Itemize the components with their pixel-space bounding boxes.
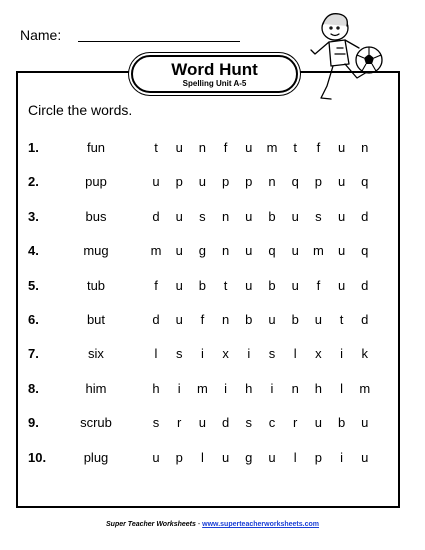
letter-cell: u bbox=[221, 449, 230, 465]
letter-cell: u bbox=[268, 312, 276, 327]
letter-cell: p bbox=[175, 449, 183, 465]
letter-cell: n bbox=[221, 243, 230, 259]
letter-cell: s bbox=[199, 208, 206, 224]
target-word: plug bbox=[83, 449, 109, 465]
letter-cell: u bbox=[152, 449, 160, 465]
row-number: 5. bbox=[28, 277, 39, 293]
name-line bbox=[78, 41, 240, 42]
letter-cell: u bbox=[337, 208, 346, 224]
title-pill bbox=[131, 55, 298, 93]
letter-cell: l bbox=[200, 449, 204, 465]
target-word: bus bbox=[85, 208, 107, 224]
letter-cell: u bbox=[198, 415, 206, 431]
letter-cell: b bbox=[198, 277, 206, 293]
letter-cell: d bbox=[361, 312, 369, 327]
letter-cell: x bbox=[315, 346, 322, 362]
worksheet-subtitle: Spelling Unit A-5 bbox=[182, 79, 247, 88]
letter-cell: p bbox=[175, 174, 183, 190]
letter-cell: t bbox=[154, 140, 158, 155]
letter-cell: n bbox=[291, 380, 299, 396]
letter-cell: i bbox=[177, 380, 181, 396]
letter-cell: h bbox=[314, 380, 322, 396]
letter-cell: m bbox=[312, 243, 324, 259]
footer-separator: - bbox=[197, 521, 201, 528]
letter-cell: l bbox=[293, 346, 297, 362]
letter-cell: d bbox=[221, 415, 230, 431]
letter-cell: u bbox=[245, 277, 253, 293]
letter-cell: c bbox=[268, 415, 276, 431]
target-word: six bbox=[88, 346, 104, 362]
letter-cell: p bbox=[221, 174, 230, 190]
letter-cell: t bbox=[293, 140, 297, 155]
letter-cell: i bbox=[340, 346, 344, 362]
letter-cell: q bbox=[291, 174, 299, 190]
letter-cell: f bbox=[316, 277, 321, 293]
letter-cell: u bbox=[291, 277, 299, 293]
letter-cell: i bbox=[200, 346, 204, 362]
target-word: pup bbox=[85, 174, 107, 190]
row-number: 4. bbox=[28, 243, 39, 259]
word-row bbox=[0, 278, 425, 298]
letter-cell: m bbox=[266, 140, 278, 155]
letter-cell: q bbox=[268, 243, 276, 259]
worksheet-title: Word Hunt bbox=[171, 60, 258, 79]
letter-cell: u bbox=[245, 243, 253, 259]
target-word: scrub bbox=[80, 415, 112, 431]
letter-cell: u bbox=[245, 140, 253, 155]
footer-url-link[interactable]: www.superteacherworksheets.com bbox=[202, 521, 319, 528]
letter-cell: q bbox=[361, 174, 369, 190]
letter-cell: i bbox=[340, 449, 344, 465]
word-row bbox=[0, 174, 425, 194]
letter-cell: n bbox=[361, 140, 369, 155]
target-word: mug bbox=[83, 243, 109, 259]
letter-cell: n bbox=[221, 312, 230, 327]
letter-cell: i bbox=[270, 380, 274, 396]
word-row bbox=[0, 312, 425, 332]
letter-cell: t bbox=[223, 277, 228, 293]
letter-cell: n bbox=[221, 208, 230, 224]
letter-cell: k bbox=[361, 346, 369, 362]
name-label: Name: bbox=[20, 27, 62, 43]
letter-cell: n bbox=[198, 140, 206, 155]
letter-cell: f bbox=[316, 140, 321, 155]
letter-cell: q bbox=[361, 243, 369, 259]
letter-cell: u bbox=[314, 415, 322, 431]
letter-cell: t bbox=[339, 312, 344, 327]
letter-cell: b bbox=[291, 312, 299, 327]
word-row bbox=[0, 243, 425, 263]
word-row bbox=[0, 415, 425, 435]
letter-cell: u bbox=[337, 140, 346, 155]
letter-cell: f bbox=[200, 312, 205, 327]
letter-cell: s bbox=[268, 346, 276, 362]
letter-cell: r bbox=[293, 415, 298, 431]
letter-cell: h bbox=[152, 380, 160, 396]
letter-cell: i bbox=[247, 346, 251, 362]
letter-cell: p bbox=[314, 449, 322, 465]
instructions: Circle the words. bbox=[28, 102, 133, 118]
target-word: but bbox=[86, 312, 106, 327]
letter-cell: u bbox=[245, 208, 253, 224]
letter-cell: g bbox=[198, 243, 206, 259]
letter-cell: m bbox=[359, 380, 371, 396]
word-row bbox=[0, 140, 425, 160]
letter-cell: d bbox=[361, 208, 369, 224]
letter-cell: u bbox=[175, 140, 183, 155]
target-word: tub bbox=[86, 277, 106, 293]
word-row bbox=[0, 346, 425, 366]
letter-cell: u bbox=[361, 415, 369, 431]
letter-cell: b bbox=[268, 277, 276, 293]
letter-cell: d bbox=[152, 312, 160, 327]
letter-cell: i bbox=[224, 380, 228, 396]
letter-cell: u bbox=[314, 312, 322, 327]
letter-cell: n bbox=[268, 174, 276, 190]
row-number: 7. bbox=[28, 346, 39, 362]
row-number: 1. bbox=[28, 140, 39, 155]
letter-cell: u bbox=[291, 243, 299, 259]
row-number: 3. bbox=[28, 208, 39, 224]
letter-cell: h bbox=[245, 380, 253, 396]
letter-cell: l bbox=[340, 380, 344, 396]
letter-cell: u bbox=[337, 243, 346, 259]
letter-cell: m bbox=[196, 380, 208, 396]
letter-cell: s bbox=[175, 346, 183, 362]
letter-cell: u bbox=[198, 174, 206, 190]
letter-cell: x bbox=[222, 346, 229, 362]
letter-cell: s bbox=[315, 208, 322, 224]
soccer-ball-icon bbox=[356, 47, 382, 73]
word-row bbox=[0, 381, 425, 401]
letter-cell: d bbox=[361, 277, 369, 293]
row-number: 9. bbox=[28, 415, 39, 431]
letter-cell: m bbox=[150, 243, 162, 259]
letter-cell: b bbox=[268, 208, 276, 224]
letter-cell: l bbox=[293, 449, 297, 465]
letter-cell: b bbox=[245, 312, 253, 327]
letter-cell: r bbox=[177, 415, 182, 431]
row-number: 2. bbox=[28, 174, 39, 190]
footer-site-name: Super Teacher Worksheets bbox=[106, 521, 196, 528]
target-word: him bbox=[85, 380, 107, 396]
letter-cell: g bbox=[245, 449, 253, 465]
target-word: fun bbox=[86, 140, 106, 155]
letter-cell: d bbox=[152, 208, 160, 224]
letter-cell: b bbox=[337, 415, 346, 431]
letter-cell: u bbox=[175, 243, 183, 259]
letter-cell: u bbox=[291, 208, 299, 224]
footer bbox=[0, 521, 425, 528]
letter-cell: s bbox=[245, 415, 253, 431]
letter-cell: l bbox=[154, 346, 158, 362]
row-number: 8. bbox=[28, 380, 39, 396]
row-number: 6. bbox=[28, 312, 39, 327]
letter-cell: f bbox=[223, 140, 228, 155]
letter-cell: u bbox=[337, 174, 346, 190]
row-number: 10. bbox=[28, 449, 47, 465]
letter-cell: u bbox=[152, 174, 160, 190]
letter-cell: u bbox=[361, 449, 369, 465]
word-row bbox=[0, 450, 425, 470]
letter-cell: u bbox=[175, 312, 183, 327]
letter-cell: u bbox=[268, 449, 276, 465]
word-row bbox=[0, 209, 425, 229]
letter-cell: u bbox=[175, 277, 183, 293]
letter-cell: u bbox=[337, 277, 346, 293]
letter-cell: p bbox=[314, 174, 322, 190]
letter-cell: u bbox=[175, 208, 183, 224]
letter-cell: s bbox=[152, 415, 160, 431]
letter-cell: f bbox=[154, 277, 158, 293]
letter-cell: p bbox=[245, 174, 253, 190]
